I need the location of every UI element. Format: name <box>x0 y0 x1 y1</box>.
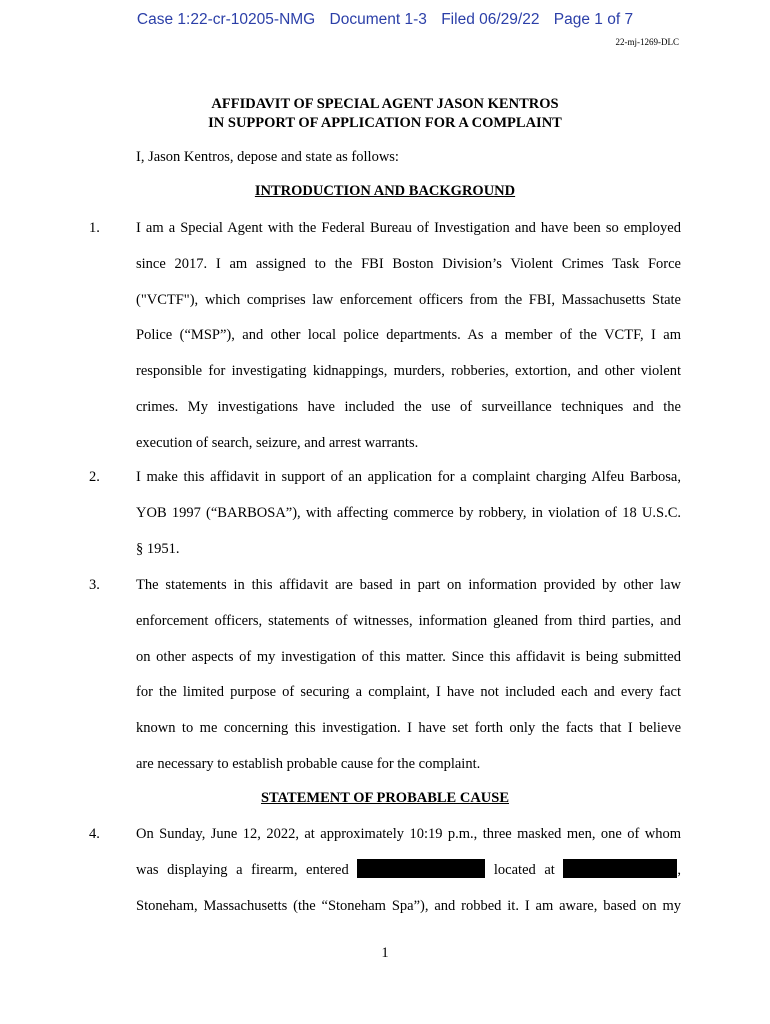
filing-header <box>0 11 770 29</box>
paragraph-line: On Sunday, June 12, 2022, at approximately 10:19 p.m., three masked men, one of whom <box>136 826 681 842</box>
paragraph-number: 3. <box>89 577 100 593</box>
paragraph-line: § 1951. <box>136 540 180 557</box>
document-title <box>0 95 770 133</box>
document-label: Document 1-3 <box>329 11 427 28</box>
paragraph-line: execution of search, seizure, and arrest warrants. <box>136 434 419 451</box>
title-line-1: AFFIDAVIT OF SPECIAL AGENT JASON KENTROS <box>211 96 559 112</box>
paragraph-3 <box>136 568 681 783</box>
section-heading-introduction: INTRODUCTION AND BACKGROUND <box>254 183 516 199</box>
line-text: located at <box>493 861 555 878</box>
paragraph-line: are necessary to establish probable cause for the complaint. <box>136 755 481 772</box>
case-number: 22-mj-1269-DLC <box>615 37 679 47</box>
depose-statement: I, Jason Kentros, depose and state as follows: <box>136 149 399 165</box>
redaction-box <box>357 859 485 878</box>
paragraph-line: YOB 1997 (“BARBOSA”), with affecting commerce by robbery, in violation of 18 U.S.C. <box>136 504 681 521</box>
line-text: was displaying a firearm, entered <box>136 861 349 878</box>
title-line-2: IN SUPPORT OF APPLICATION FOR A COMPLAINT <box>208 115 562 131</box>
paragraph-line: ("VCTF"), which comprises law enforcement officers from the FBI, Massachusetts State <box>136 291 681 308</box>
paragraph-number: 4. <box>89 826 100 842</box>
paragraph-line: Stoneham, Massachusetts (the “Stoneham Spa”), and robbed it. I am aware, based on my <box>136 897 681 914</box>
redaction-box <box>563 859 677 878</box>
section-heading-probable-cause: STATEMENT OF PROBABLE CAUSE <box>260 790 510 806</box>
line-text: , <box>677 861 682 878</box>
page-number: 1 <box>381 945 389 961</box>
paragraph-line: I make this affidavit in support of an application for a complaint charging Alfeu Barbosa, <box>136 469 681 485</box>
filed-label: Filed 06/29/22 <box>441 11 540 28</box>
paragraph-line: on other aspects of my investigation of this matter. Since this affidavit is being submitted <box>136 648 681 665</box>
page-label: Page 1 of 7 <box>553 11 634 28</box>
paragraph-line: known to me concerning this investigation. I have set forth only the facts that I believe <box>136 720 681 737</box>
paragraph-line: Police (“MSP”), and other local police departments. As a member of the VCTF, I am <box>136 327 681 344</box>
paragraph-line: I am a Special Agent with the Federal Bureau of Investigation and have been so employed <box>136 220 681 236</box>
paragraph-number: 2. <box>89 469 100 485</box>
paragraph-line: The statements in this affidavit are based in part on information provided by other law <box>136 577 681 593</box>
paragraph-line: responsible for investigating kidnappings, murders, robberies, extortion, and other violent <box>136 363 681 380</box>
paragraph-4 <box>136 817 681 924</box>
paragraph-line: enforcement officers, statements of witnesses, information gleaned from third parties, and <box>136 612 681 629</box>
paragraph-line: since 2017. I am assigned to the FBI Boston Division’s Violent Crimes Task Force <box>136 255 681 272</box>
paragraph-1 <box>136 211 681 462</box>
paragraph-2 <box>136 460 681 567</box>
paragraph-number: 1. <box>89 220 100 236</box>
paragraph-line: for the limited purpose of securing a complaint, I have not included each and every fact <box>136 684 681 701</box>
case-label: Case 1:22-cr-10205-NMG <box>136 11 316 28</box>
paragraph-line-redacted <box>136 853 681 889</box>
paragraph-line: crimes. My investigations have included the use of surveillance techniques and the <box>136 398 681 415</box>
